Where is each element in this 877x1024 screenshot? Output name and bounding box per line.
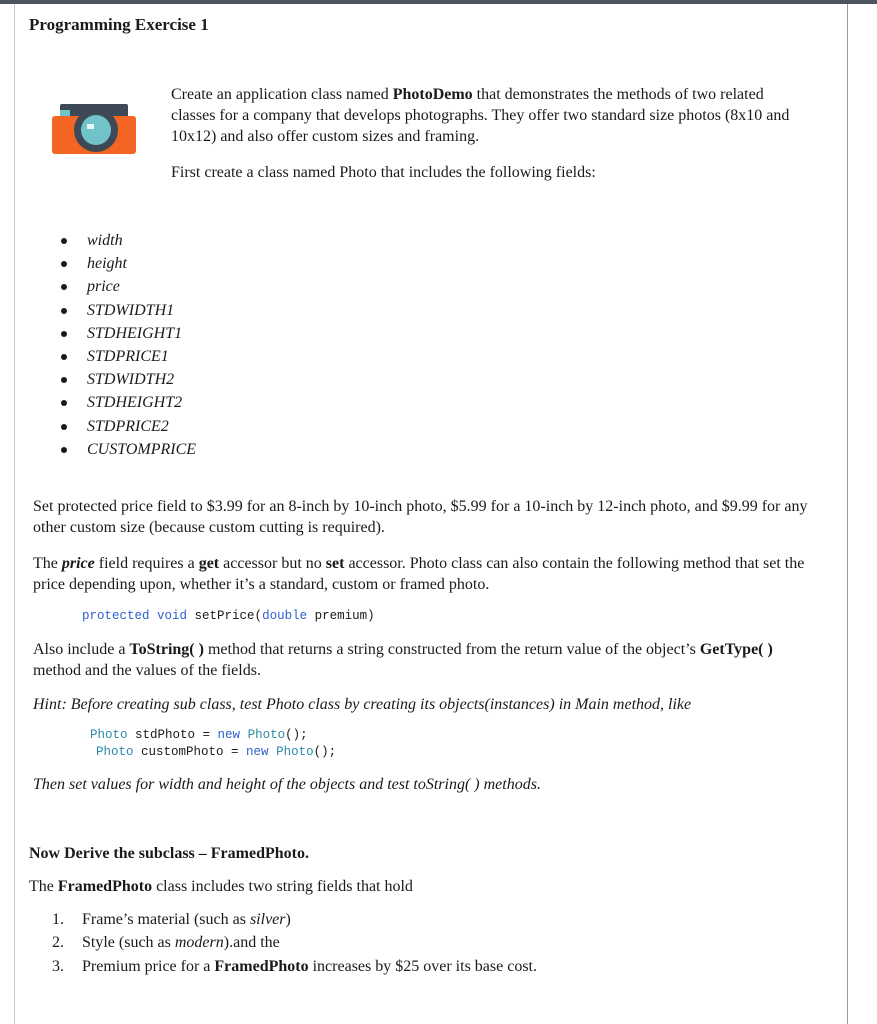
bullet-icon <box>61 354 67 360</box>
list-item: STDWIDTH2 <box>58 369 196 392</box>
list-item: STDHEIGHT1 <box>58 323 196 346</box>
framed-paragraph: The FramedPhoto class includes two string fields that hold <box>29 878 413 895</box>
code-line-std: Photo stdPhoto = new Photo(); <box>90 728 308 742</box>
fields-intro: First create a class named Photo that includes the following fields: <box>171 164 596 181</box>
price-paragraph: Set protected price field to $3.99 for an 8-inch by 10-inch photo, $5.99 for a 10-inch by 12-inch photo, and $9.99 for any other custom size (because custom cutting is required). <box>33 498 808 536</box>
right-border <box>847 4 848 1024</box>
bullet-icon <box>61 377 67 383</box>
list-item: 3. Premium price for a FramedPhoto increases by $25 over its base cost. <box>52 957 537 975</box>
bullet-icon <box>61 261 67 267</box>
list-item: 2. Style (such as modern).and the <box>52 934 280 952</box>
camera-icon <box>52 98 136 156</box>
camera-flash <box>60 110 70 116</box>
code-line-custom: Photo customPhoto = new Photo(); <box>96 745 337 759</box>
accessor-paragraph: The price field requires a get accessor but no set accessor. Photo class can also contain the following method that set the price depending upon, whether it’s a standard, custom or framed photo. <box>33 555 805 593</box>
camera-lens <box>81 115 111 145</box>
intro-paragraph: Create an application class named PhotoDemo that demonstrates the methods of two related classes for a company that develops photographs. They offer two standard size photos (8x10 and 10x12) and also offer custom sizes and framing. <box>171 86 790 145</box>
bullet-icon <box>61 331 67 337</box>
bullet-icon <box>61 447 67 453</box>
list-item: STDPRICE2 <box>58 416 196 439</box>
tostring-paragraph: Also include a ToString( ) method that returns a string constructed from the return value of the object’s GetType( ) method and the values of the fields. <box>33 641 773 679</box>
field-list <box>58 230 196 462</box>
hint-text: Hint: Before creating sub class, test Photo class by creating its objects(instances) in Main method, like <box>33 696 692 713</box>
list-item: STDHEIGHT2 <box>58 392 196 415</box>
list-item: STDPRICE1 <box>58 346 196 369</box>
list-item: STDWIDTH1 <box>58 300 196 323</box>
left-border <box>14 4 15 1024</box>
page-title: Programming Exercise 1 <box>29 15 209 34</box>
then-text: Then set values for width and height of the objects and test toString( ) methods. <box>33 776 541 793</box>
list-item: height <box>58 253 196 276</box>
list-item: CUSTOMPRICE <box>58 439 196 462</box>
derive-heading: Now Derive the subclass – FramedPhoto. <box>29 845 309 862</box>
list-item: width <box>58 230 196 253</box>
framed-steps-list <box>52 909 537 979</box>
top-border <box>0 0 877 4</box>
bullet-icon <box>61 284 67 290</box>
bullet-icon <box>61 238 67 244</box>
camera-glint <box>87 124 94 129</box>
bullet-icon <box>61 424 67 430</box>
bullet-icon <box>61 400 67 406</box>
bullet-icon <box>61 308 67 314</box>
setprice-code: protected void setPrice(double premium) <box>82 609 375 623</box>
list-item: price <box>58 276 196 299</box>
list-item: 1. Frame’s material (such as silver) <box>52 911 291 928</box>
